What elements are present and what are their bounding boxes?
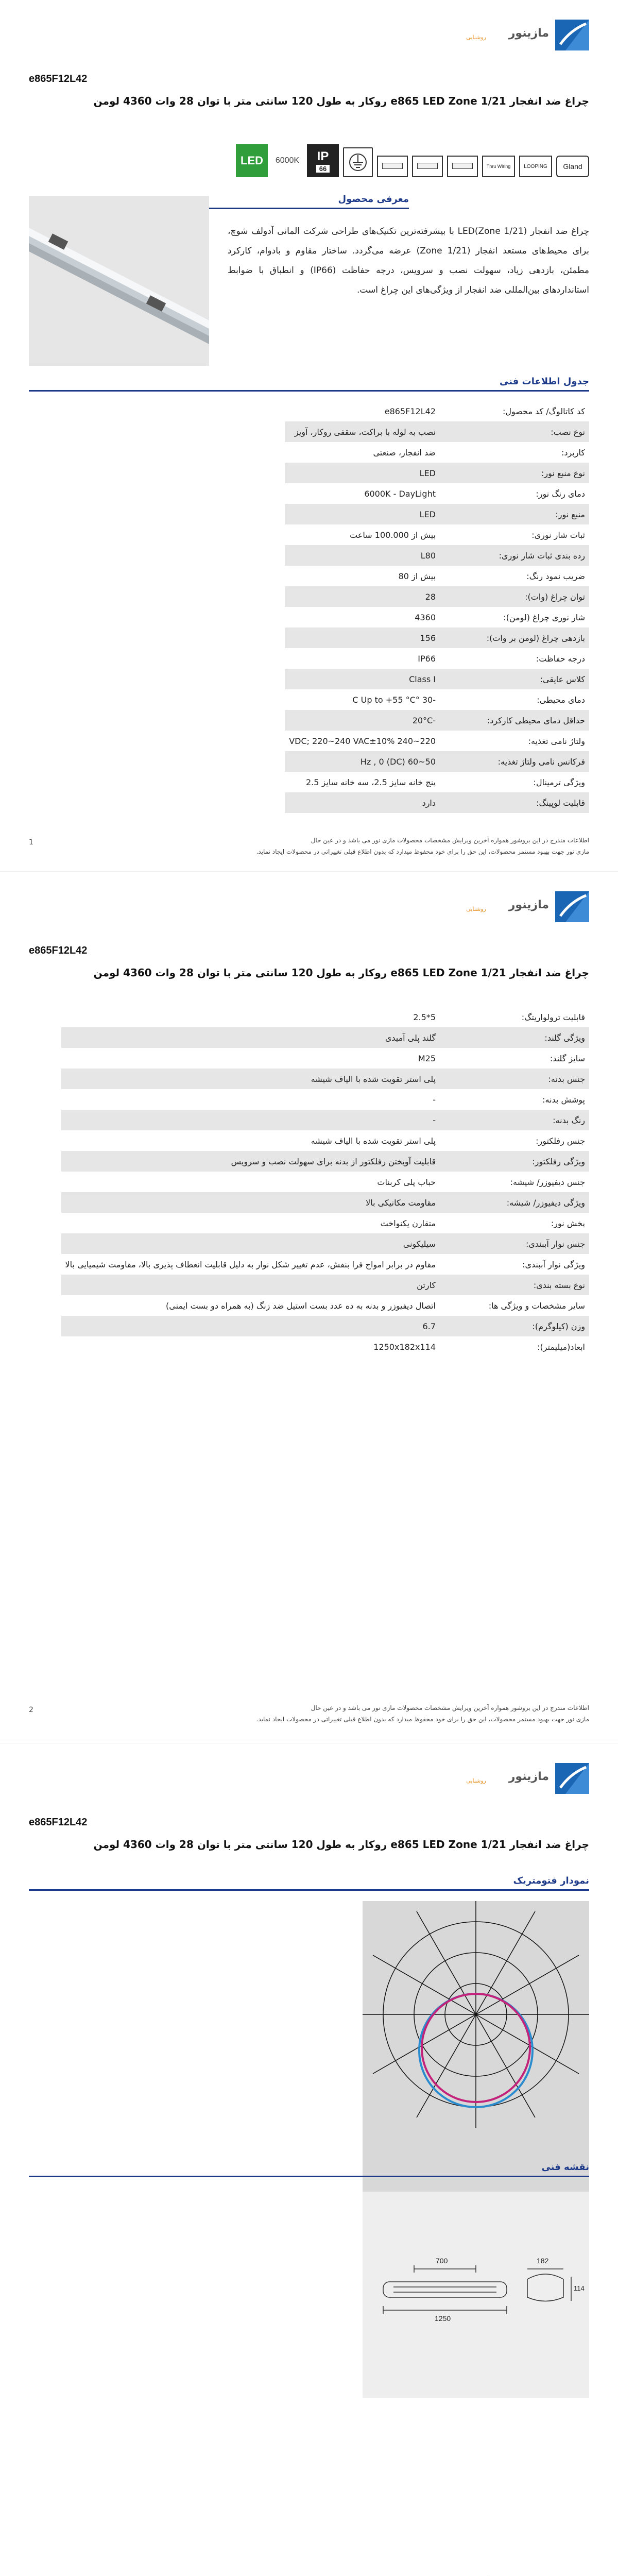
spec-label: درجه حفاظت: bbox=[536, 653, 585, 664]
brand-logo-subtext: روشنایی bbox=[466, 906, 486, 912]
spec-value: IP66 bbox=[418, 653, 436, 664]
spec-value: مقاوم در برابر امواج فرا بنفش، عدم تغییر شکل نوار به دلیل قابلیت انعطاف پذیری بالا، مقاومت شیمیایی بالا bbox=[65, 1259, 436, 1269]
spec-label: قابلیت ترولواریتگ: bbox=[521, 1012, 585, 1022]
spec-label: دمای محیطی: bbox=[537, 694, 585, 705]
brand-logo-text: مازینور bbox=[508, 1770, 549, 1783]
spec-table-page2 bbox=[61, 1007, 590, 1357]
spec-row bbox=[285, 731, 589, 751]
spec-value: اتصال دیفیوزر و بدنه به ده عدد بست استیل ضد زنگ (به همراه دو بست ایمنی) bbox=[165, 1300, 436, 1311]
spec-label: جنس رفلکتور: bbox=[536, 1136, 585, 1146]
gland-label: Gland bbox=[563, 162, 582, 171]
spec-row bbox=[61, 1048, 590, 1069]
ip-badge-sub: 66 bbox=[316, 165, 330, 173]
dimension-length-total: 1250 bbox=[435, 2314, 451, 2323]
mount-type-icon-1 bbox=[377, 156, 408, 177]
spec-label: وزن (کیلوگرم): bbox=[440, 1316, 589, 1336]
feature-badges bbox=[29, 143, 589, 177]
spec-section-header bbox=[29, 376, 589, 392]
dimension-length-mount: 700 bbox=[436, 2257, 448, 2265]
spec-value: -20°C bbox=[285, 710, 440, 731]
brand-logo-subtext: روشنایی bbox=[466, 1777, 486, 1784]
spec-label: منبع نور: bbox=[440, 504, 589, 524]
looping-badge bbox=[519, 156, 552, 177]
spec-row bbox=[285, 566, 589, 586]
product-code: e865F12L42 bbox=[29, 1817, 88, 1828]
ip-badge bbox=[307, 144, 339, 177]
spec-label: ویژگی نوار آببندی: bbox=[522, 1259, 585, 1269]
brand-logo-text: مازینور bbox=[508, 27, 549, 40]
spec-value: - bbox=[61, 1110, 440, 1130]
spec-value: - bbox=[433, 1094, 436, 1105]
photometric-diagram bbox=[363, 1901, 589, 2195]
cct-badge bbox=[272, 144, 303, 177]
spec-value: ضد انفجار، صنعتی bbox=[373, 447, 436, 457]
spec-value: پلی استر تقویت شده با الیاف شیشه bbox=[61, 1069, 440, 1089]
brand-logo-icon bbox=[555, 1763, 589, 1794]
spec-label: کلاس عایقی: bbox=[440, 669, 589, 689]
footer-page2 bbox=[29, 1702, 589, 1725]
spec-row bbox=[61, 1110, 590, 1130]
spec-label: دمای رنگ نور: bbox=[536, 488, 585, 499]
gland-badge bbox=[556, 156, 589, 177]
spec-value: Class I bbox=[285, 669, 440, 689]
cct-badge-label: 6000K bbox=[275, 156, 300, 165]
spec-value: دارد bbox=[285, 792, 440, 813]
spec-row bbox=[61, 1192, 590, 1213]
spec-row bbox=[285, 442, 589, 463]
spec-label: بازدهی چراغ (لومن بر وات): bbox=[440, 628, 589, 648]
spec-row bbox=[285, 504, 589, 524]
technical-drawing-icon bbox=[363, 2192, 589, 2398]
spec-row bbox=[61, 1295, 590, 1316]
spec-row bbox=[285, 463, 589, 483]
spec-value: بیش از 80 bbox=[398, 571, 436, 581]
spec-row bbox=[61, 1172, 590, 1192]
spec-heading: جدول اطلاعات فنی bbox=[500, 376, 589, 387]
spec-label: سایز گلند: bbox=[550, 1053, 585, 1063]
spec-value: 5*2.5 bbox=[413, 1012, 436, 1022]
footer-page3 bbox=[29, 2574, 589, 2576]
page-number: 2 bbox=[29, 1706, 33, 1714]
spec-value: M25 bbox=[418, 1053, 436, 1063]
product-photo bbox=[29, 196, 209, 366]
product-code: e865F12L42 bbox=[29, 945, 88, 956]
spec-value: پنج خانه سایز 2.5، سه خانه سایز 2.5 bbox=[306, 777, 436, 787]
page-2 bbox=[0, 872, 618, 1743]
spec-value: -30 °C Up to +55 °C bbox=[352, 694, 436, 705]
spec-row bbox=[61, 1151, 590, 1172]
spec-label: ویژگی گلند: bbox=[440, 1027, 589, 1048]
footer-line1: اطلاعات مندرج در این بروشور همواره آخرین ویرایش مشخصات محصولات مازی نور می باشد و در عین حال bbox=[311, 837, 589, 844]
footer-line2: مازی نور جهت بهبود مستمر محصولات، این حق را برای خود محفوظ میدارد که بدون اطلاع قبلی تغییراتی در محصولات ایجاد نماید. bbox=[256, 1716, 589, 1723]
spec-value: قابلیت آویختن رفلکتور از بدنه برای سهولت نصب و سرویس bbox=[61, 1151, 440, 1172]
product-title: چراغ ضد انفجار e865 LED Zone 1/21 روکار به طول 120 سانتی متر با توان 28 وات 4360 لومن bbox=[93, 1838, 589, 1851]
spec-value: بیش از 100.000 ساعت bbox=[350, 530, 436, 540]
spec-label: توان چراغ (وات): bbox=[440, 586, 589, 607]
spec-value: 6000K - DayLight bbox=[364, 488, 436, 499]
spec-value: LED bbox=[285, 504, 440, 524]
spec-value: 50~60 Hz , 0 (DC) bbox=[285, 751, 440, 772]
brand-header bbox=[29, 891, 589, 922]
intro-text: چراغ ضد انفجار (LED(Zone 1/21 با بیشرفته‌ترین تکنیک‌های طراحی شرکت المانی آدولف شوچ، برای محیط‌های مستعد انفجار (Zone 1/21) عرضه می‌گردد. ساختار مقاوم و بادوام، کارکرد مطمئن، بازدهی زیاد، سهولت نصب و سرویس، درجه حفاظت (IP66) و انطباق با ضوابط استانداردهای بین‌المللی ضد انفجار از ویژگی‌های این چراغ است. bbox=[228, 226, 590, 295]
spec-value: نصب به لوله با براکت، سقفی روکار، آویز bbox=[285, 421, 440, 442]
dimension-drawing bbox=[363, 2192, 589, 2398]
spec-label: ولتاژ نامی تغذیه: bbox=[528, 736, 585, 746]
footer-line2: مازی نور جهت بهبود مستمر محصولات، این حق را برای خود محفوظ میدارد که بدون اطلاع قبلی تغییراتی در محصولات ایجاد نماید. bbox=[256, 848, 589, 855]
spec-row bbox=[285, 421, 589, 442]
ip-badge-label: IP bbox=[317, 149, 329, 163]
spec-value: 6.7 bbox=[61, 1316, 440, 1336]
spec-row bbox=[285, 792, 589, 813]
spec-row bbox=[285, 524, 589, 545]
spec-row bbox=[285, 710, 589, 731]
spec-label: ویژگی دیفیوزر/ شیشه: bbox=[440, 1192, 589, 1213]
spec-value: کارتن bbox=[61, 1275, 440, 1295]
spec-value: 156 bbox=[285, 628, 440, 648]
luminaire-photo-icon bbox=[29, 196, 209, 366]
thru-wiring-label: Thru Wiring bbox=[486, 164, 511, 169]
spec-label: جنس دیفیوزر/ شیشه: bbox=[510, 1177, 585, 1187]
spec-row bbox=[61, 1089, 590, 1110]
spec-label: حداقل دمای محیطی کارکرد: bbox=[440, 710, 589, 731]
spec-row bbox=[61, 1254, 590, 1275]
spec-row bbox=[61, 1130, 590, 1151]
spec-row bbox=[61, 1336, 590, 1357]
product-title: چراغ ضد انفجار e865 LED Zone 1/21 روکار به طول 120 سانتی متر با توان 28 وات 4360 لومن bbox=[93, 95, 589, 107]
spec-row bbox=[285, 628, 589, 648]
mount-type-icon-3 bbox=[447, 156, 478, 177]
spec-value: 1250x182x114 bbox=[373, 1342, 436, 1352]
spec-row bbox=[285, 772, 589, 792]
spec-label: ویژگی رفلکتور: bbox=[440, 1151, 589, 1172]
spec-value: 4360 bbox=[415, 612, 436, 622]
spec-row bbox=[61, 1275, 590, 1295]
spec-value: سیلیکونی bbox=[61, 1233, 440, 1254]
spec-value: گلند پلی آمیدی bbox=[61, 1027, 440, 1048]
spec-value: متقارن یکنواخت bbox=[380, 1218, 436, 1228]
spec-label: قابلیت لوپینگ: bbox=[440, 792, 589, 813]
spec-label: جنس بدنه: bbox=[440, 1069, 589, 1089]
spec-label: ثبات شار نوری: bbox=[531, 530, 585, 540]
photometric-heading: نمودار فتومتریک bbox=[513, 1875, 589, 1886]
spec-label: پوشش بدنه: bbox=[542, 1094, 585, 1105]
polar-diagram-icon bbox=[363, 1901, 589, 2128]
mount-type-icon-2 bbox=[412, 156, 443, 177]
brand-logo-icon bbox=[555, 891, 589, 922]
spec-value: مقاومت مکانیکی بالا bbox=[61, 1192, 440, 1213]
footer-line1 bbox=[29, 2574, 589, 2576]
spec-table-page1 bbox=[285, 401, 589, 813]
spec-label: رنگ بدنه: bbox=[440, 1110, 589, 1130]
spec-value: 28 bbox=[285, 586, 440, 607]
spec-label: سایر مشخصات و ویژگی ها: bbox=[488, 1300, 585, 1311]
spec-row bbox=[285, 545, 589, 566]
spec-label: شار نوری چراغ (لومن): bbox=[503, 612, 585, 622]
earth-symbol-icon bbox=[348, 152, 368, 173]
spec-row bbox=[61, 1069, 590, 1089]
dimension-width: 182 bbox=[537, 2257, 549, 2265]
product-code: e865F12L42 bbox=[29, 73, 88, 84]
footer-page1 bbox=[29, 835, 589, 857]
page-number: 1 bbox=[29, 838, 33, 846]
spec-label: نوع منبع نور: bbox=[440, 463, 589, 483]
spec-row bbox=[61, 1027, 590, 1048]
spec-label: ضریب نمود رنگ: bbox=[526, 571, 585, 581]
dimension-height: 114 bbox=[574, 2284, 585, 2292]
led-badge bbox=[236, 144, 268, 177]
spec-label: نوع بسته بندی: bbox=[440, 1275, 589, 1295]
spec-row bbox=[61, 1233, 590, 1254]
spec-label: ابعاد(میلیمتر): bbox=[537, 1342, 585, 1352]
spec-row bbox=[61, 1316, 590, 1336]
spec-row bbox=[285, 586, 589, 607]
spec-value: L80 bbox=[285, 545, 440, 566]
brand-logo-subtext: روشنایی bbox=[466, 34, 486, 41]
spec-row bbox=[285, 648, 589, 669]
spec-row bbox=[285, 607, 589, 628]
spec-row bbox=[285, 483, 589, 504]
dimension-section-header bbox=[29, 2162, 589, 2177]
spec-label: کاربرد: bbox=[561, 447, 585, 457]
spec-label: ویژگی ترمینال: bbox=[533, 777, 585, 787]
spec-value: حباب پلی کربنات bbox=[377, 1177, 436, 1187]
page-3 bbox=[0, 1743, 618, 2576]
spec-value: LED bbox=[285, 463, 440, 483]
spec-label: کد کاتالوگ/ کد محصول: bbox=[502, 406, 585, 416]
spec-row bbox=[285, 401, 589, 421]
spec-row bbox=[61, 1213, 590, 1233]
spec-label: نوع نصب: bbox=[440, 421, 589, 442]
spec-label: پخش نور: bbox=[551, 1218, 585, 1228]
footer-line1: اطلاعات مندرج در این بروشور همواره آخرین ویرایش مشخصات محصولات مازی نور می باشد و در عین حال bbox=[311, 1704, 589, 1711]
brand-header bbox=[29, 20, 589, 50]
looping-label: LOOPING bbox=[524, 163, 547, 170]
intro-heading: معرفی محصول bbox=[338, 194, 409, 205]
spec-row bbox=[61, 1007, 590, 1027]
spec-value: 220~240 VDC; 220~240 VAC±10% bbox=[289, 736, 436, 746]
spec-row bbox=[285, 669, 589, 689]
photometric-section-header bbox=[29, 1875, 589, 1891]
led-badge-label: LED bbox=[241, 154, 263, 167]
spec-row bbox=[285, 689, 589, 710]
spec-label: رده بندی ثبات شار نوری: bbox=[440, 545, 589, 566]
dimension-heading: نقشه فنی bbox=[541, 2162, 589, 2173]
brand-logo-text: مازینور bbox=[508, 899, 549, 911]
spec-row bbox=[285, 751, 589, 772]
brand-logo-icon bbox=[555, 20, 589, 50]
thru-wiring-badge bbox=[482, 156, 515, 177]
earth-class-icon bbox=[343, 147, 373, 177]
spec-label: فرکانس نامی ولتاژ تغذیه: bbox=[440, 751, 589, 772]
brand-header bbox=[29, 1763, 589, 1794]
spec-value: e865F12L42 bbox=[384, 406, 436, 416]
page-1 bbox=[0, 0, 618, 872]
product-title: چراغ ضد انفجار e865 LED Zone 1/21 روکار به طول 120 سانتی متر با توان 28 وات 4360 لومن bbox=[93, 967, 589, 979]
spec-value: پلی استر تقویت شده با الیاف شیشه bbox=[311, 1136, 436, 1146]
spec-label: جنس نوار آببندی: bbox=[440, 1233, 589, 1254]
